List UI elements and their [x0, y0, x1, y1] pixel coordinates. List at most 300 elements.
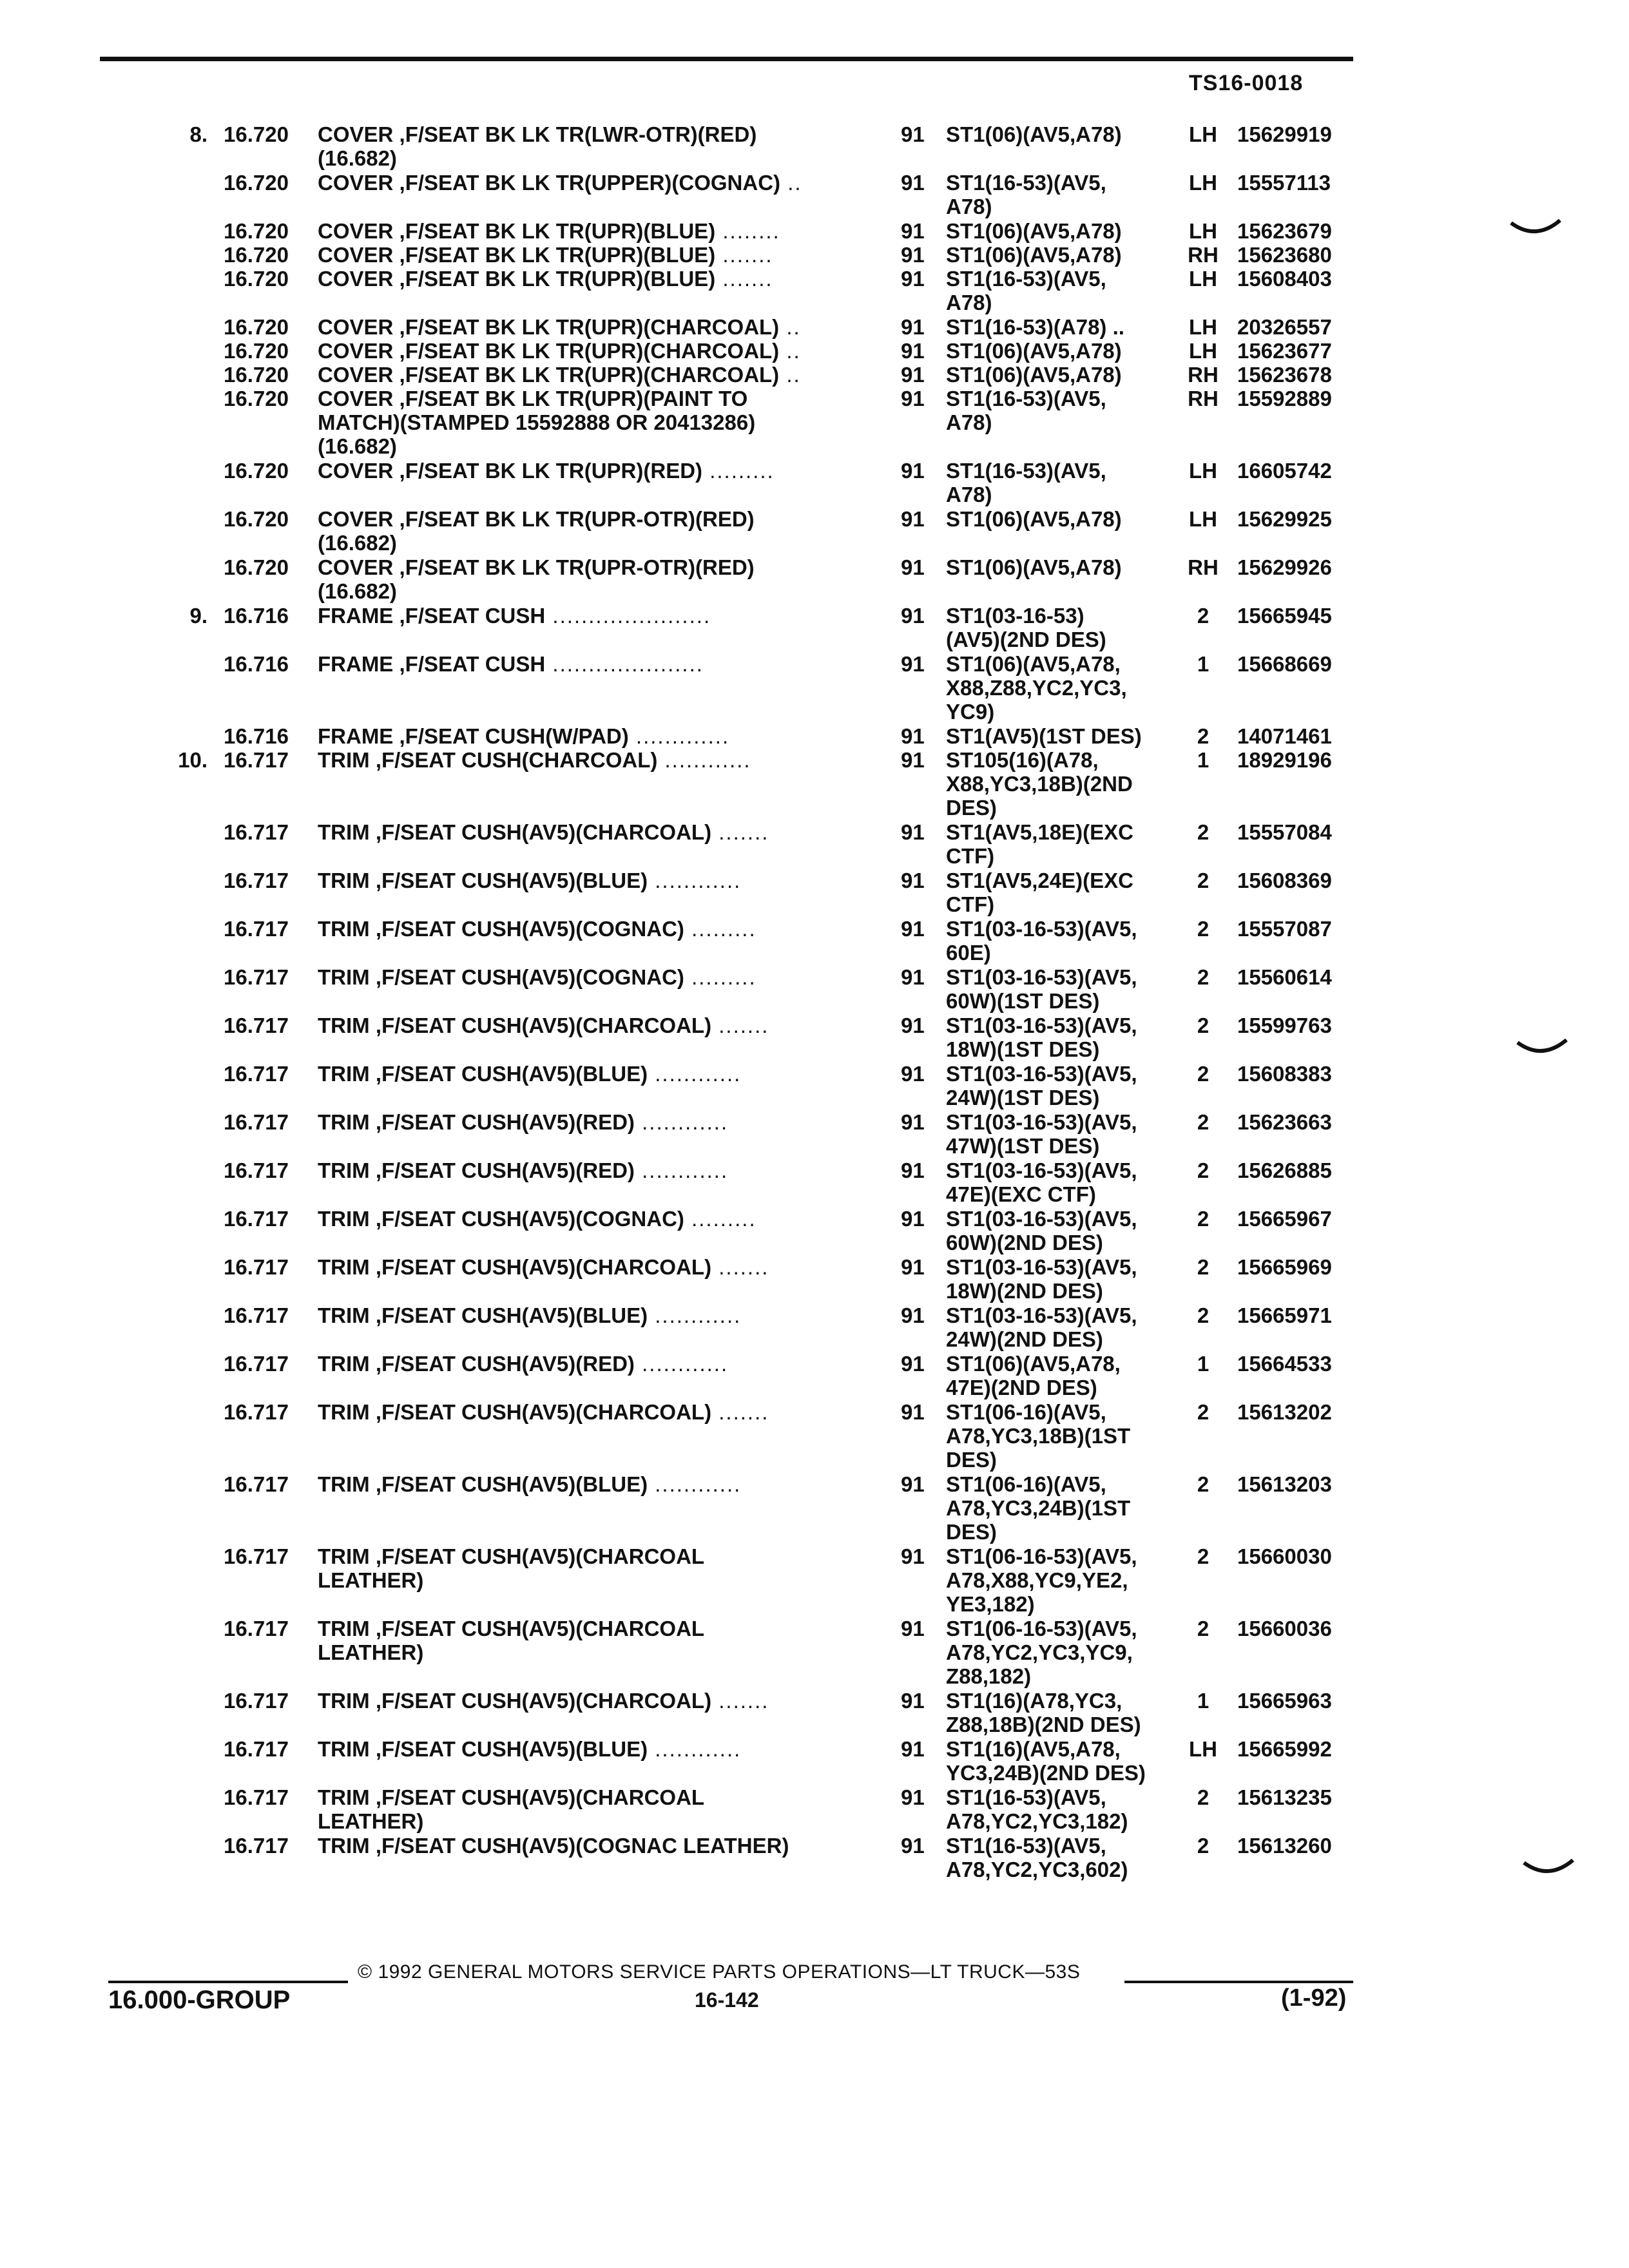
part-row: [0, 459, 1629, 507]
quantity-code: 91: [901, 1255, 925, 1279]
leader-dots: ............: [648, 1737, 742, 1761]
part-number: 15608403: [1237, 267, 1332, 291]
quantity-code: 91: [901, 459, 925, 483]
leader-dots: .......: [711, 820, 769, 844]
leader-dots: .............: [628, 724, 730, 748]
group-number: 16.717: [224, 869, 289, 892]
side-or-qty: 2: [1197, 820, 1210, 844]
usage-code: ST1(03-16-53)(AV5, 60W)(2ND DES): [946, 1207, 1137, 1254]
part-number: 15668669: [1237, 652, 1332, 676]
side-or-qty: 2: [1197, 965, 1210, 989]
part-description: [318, 1472, 862, 1496]
side-or-qty: 2: [1197, 1207, 1210, 1231]
description-text: COVER ,F/SEAT BK LK TR(UPR)(BLUE): [318, 267, 716, 291]
part-row: [0, 1689, 1629, 1737]
side-or-qty: LH: [1189, 267, 1217, 291]
side-or-qty: 2: [1197, 1255, 1210, 1279]
part-row: [0, 724, 1629, 748]
binder-mark: [1516, 1039, 1568, 1055]
part-row: [0, 1737, 1629, 1785]
side-or-qty: 2: [1197, 1303, 1210, 1327]
part-description: [318, 339, 862, 363]
leader-dots: ..: [780, 171, 802, 195]
part-description: [318, 652, 862, 676]
usage-code: ST1(16-53)(AV5, A78,YC2,YC3,182): [946, 1785, 1128, 1833]
description-text: COVER ,F/SEAT BK LK TR(LWR-OTR)(RED) (16.682): [318, 122, 757, 170]
part-description: [318, 555, 862, 603]
usage-code: ST1(16-53)(AV5, A78,YC2,YC3,602): [946, 1834, 1128, 1881]
part-row: [0, 1472, 1629, 1544]
part-number: 15623663: [1237, 1110, 1332, 1134]
quantity-code: 91: [901, 267, 925, 291]
usage-code: ST1(03-16-53)(AV5, 18W)(1ST DES): [946, 1014, 1137, 1061]
usage-code: ST1(06)(AV5,A78): [946, 507, 1122, 531]
part-description: [318, 1737, 862, 1761]
usage-code: ST1(03-16-53)(AV5, 47E)(EXC CTF): [946, 1158, 1137, 1206]
group-number: 16.717: [224, 1400, 289, 1424]
quantity-code: 91: [901, 1062, 925, 1086]
leader-dots: .........: [702, 459, 775, 483]
side-or-qty: 2: [1197, 1110, 1210, 1134]
part-description: [318, 748, 862, 772]
leader-dots: .........: [684, 1207, 757, 1231]
usage-code: ST1(03-16-53)(AV5, 60W)(1ST DES): [946, 965, 1137, 1013]
part-description: [318, 1617, 862, 1664]
side-or-qty: 2: [1197, 869, 1210, 892]
part-row: [0, 604, 1629, 652]
description-text: TRIM ,F/SEAT CUSH(AV5)(BLUE): [318, 1472, 648, 1496]
part-description: [318, 604, 862, 628]
part-description: [318, 1834, 862, 1858]
leader-dots: .......: [711, 1014, 769, 1037]
usage-code: ST1(06)(AV5,A78): [946, 555, 1122, 579]
group-number: 16.717: [224, 965, 289, 989]
parts-list: [0, 122, 1629, 1882]
description-text: TRIM ,F/SEAT CUSH(CHARCOAL): [318, 748, 658, 772]
part-number: 15629925: [1237, 507, 1332, 531]
side-or-qty: 2: [1197, 917, 1210, 941]
group-number: 16.716: [224, 604, 289, 628]
description-text: COVER ,F/SEAT BK LK TR(UPR)(RED): [318, 459, 703, 483]
part-number: 15592889: [1237, 387, 1332, 410]
description-text: FRAME ,F/SEAT CUSH: [318, 604, 546, 628]
leader-dots: ............: [634, 1110, 729, 1134]
group-number: 16.720: [224, 122, 289, 146]
usage-code: ST1(06-16-53)(AV5, A78,YC2,YC3,YC9, Z88,182): [946, 1617, 1137, 1688]
group-number: 16.717: [224, 1785, 289, 1809]
part-number: 16605742: [1237, 459, 1332, 483]
part-number: 15665971: [1237, 1303, 1332, 1327]
group-number: 16.717: [224, 1544, 289, 1568]
usage-code: ST1(06)(AV5,A78): [946, 339, 1122, 363]
part-number: 15665963: [1237, 1689, 1332, 1713]
part-number: 15599763: [1237, 1014, 1332, 1037]
part-description: [318, 1544, 862, 1592]
usage-code: ST1(03-16-53)(AV5, 60E): [946, 917, 1137, 965]
group-number: 16.717: [224, 1207, 289, 1231]
description-text: TRIM ,F/SEAT CUSH(AV5)(BLUE): [318, 1737, 648, 1761]
side-or-qty: RH: [1188, 243, 1219, 267]
usage-code: ST1(16)(AV5,A78, YC3,24B)(2ND DES): [946, 1737, 1146, 1785]
part-number: 15557087: [1237, 917, 1332, 941]
binder-mark: [1523, 1859, 1574, 1876]
quantity-code: 91: [901, 748, 925, 772]
part-description: [318, 171, 862, 195]
part-description: [318, 869, 862, 892]
leader-dots: .........: [684, 965, 757, 989]
part-number: 15560614: [1237, 965, 1332, 989]
group-number: 16.720: [224, 363, 289, 387]
part-number: 15665969: [1237, 1255, 1332, 1279]
top-rule: [100, 57, 1353, 61]
part-number: 18929196: [1237, 748, 1332, 772]
quantity-code: 91: [901, 171, 925, 195]
description-text: TRIM ,F/SEAT CUSH(AV5)(COGNAC): [318, 965, 684, 989]
leader-dots: ......................: [545, 604, 711, 628]
leader-dots: .....................: [545, 652, 704, 676]
description-text: TRIM ,F/SEAT CUSH(AV5)(RED): [318, 1158, 635, 1182]
part-row: [0, 1544, 1629, 1617]
quantity-code: 91: [901, 1110, 925, 1134]
usage-code: ST1(03-16-53)(AV5, 47W)(1ST DES): [946, 1110, 1137, 1158]
binder-mark: [1510, 219, 1561, 236]
part-number: 15613202: [1237, 1400, 1332, 1424]
group-number: 16.717: [224, 1110, 289, 1134]
group-number: 16.717: [224, 1689, 289, 1713]
part-number: 15623677: [1237, 339, 1332, 363]
usage-code: ST1(06-16)(AV5, A78,YC3,24B)(1ST DES): [946, 1472, 1131, 1544]
leader-dots: ............: [648, 1062, 742, 1086]
group-number: 16.717: [224, 1303, 289, 1327]
side-or-qty: 2: [1197, 724, 1210, 748]
side-or-qty: 1: [1197, 748, 1210, 772]
usage-code: ST105(16)(A78, X88,YC3,18B)(2ND DES): [946, 748, 1133, 820]
part-description: [318, 1689, 862, 1713]
part-description: [318, 363, 862, 387]
quantity-code: 91: [901, 652, 925, 676]
leader-dots: ..: [779, 363, 801, 387]
part-row: [0, 555, 1629, 604]
group-number: 16.720: [224, 315, 289, 339]
description-text: COVER ,F/SEAT BK LK TR(UPR-OTR)(RED) (16.682): [318, 555, 755, 603]
quantity-code: 91: [901, 1544, 925, 1568]
part-row: [0, 820, 1629, 869]
part-description: [318, 243, 862, 267]
part-description: [318, 1207, 862, 1231]
part-description: [318, 1352, 862, 1376]
footer-date: (1-92): [1281, 1984, 1347, 2012]
ref-number: 8.: [189, 122, 207, 146]
description-text: COVER ,F/SEAT BK LK TR(UPPER)(COGNAC): [318, 171, 781, 195]
part-number: 15608383: [1237, 1062, 1332, 1086]
part-number: 20326557: [1237, 315, 1332, 339]
leader-dots: .......: [711, 1689, 769, 1713]
side-or-qty: 1: [1197, 1352, 1210, 1376]
usage-code: ST1(16-53)(A78) ..: [946, 315, 1124, 339]
part-description: [318, 1303, 862, 1327]
quantity-code: 91: [901, 243, 925, 267]
usage-code: ST1(06)(AV5,A78, 47E)(2ND DES): [946, 1352, 1121, 1399]
usage-code: ST1(16-53)(AV5, A78): [946, 387, 1106, 434]
part-row: [0, 339, 1629, 363]
part-description: [318, 387, 862, 458]
part-row: [0, 219, 1629, 243]
part-row: [0, 1207, 1629, 1255]
description-text: COVER ,F/SEAT BK LK TR(UPR-OTR)(RED) (16.682): [318, 507, 755, 555]
part-row: [0, 748, 1629, 820]
quantity-code: 91: [901, 869, 925, 892]
group-number: 16.720: [224, 507, 289, 531]
leader-dots: ........: [715, 219, 780, 243]
description-text: COVER ,F/SEAT BK LK TR(UPR)(BLUE): [318, 243, 716, 267]
group-number: 16.717: [224, 1472, 289, 1496]
side-or-qty: LH: [1189, 122, 1217, 146]
description-text: TRIM ,F/SEAT CUSH(AV5)(BLUE): [318, 1303, 648, 1327]
group-number: 16.717: [224, 820, 289, 844]
usage-code: ST1(16-53)(AV5, A78): [946, 267, 1106, 314]
side-or-qty: 2: [1197, 1158, 1210, 1182]
part-description: [318, 820, 862, 844]
quantity-code: 91: [901, 1472, 925, 1496]
footer-group: 16.000-GROUP: [108, 1986, 291, 2014]
group-number: 16.720: [224, 555, 289, 579]
leader-dots: ............: [634, 1352, 729, 1376]
footer-rule-left: [108, 1981, 348, 1983]
part-row: [0, 1785, 1629, 1834]
group-number: 16.720: [224, 387, 289, 410]
part-number: 14071461: [1237, 724, 1332, 748]
part-row: [0, 1062, 1629, 1110]
leader-dots: ............: [648, 869, 742, 892]
part-description: [318, 965, 862, 989]
description-text: TRIM ,F/SEAT CUSH(AV5)(CHARCOAL): [318, 1014, 712, 1037]
side-or-qty: 1: [1197, 1689, 1210, 1713]
part-row: [0, 122, 1629, 171]
group-number: 16.717: [224, 1014, 289, 1037]
part-description: [318, 459, 862, 483]
usage-code: ST1(03-16-53) (AV5)(2ND DES): [946, 604, 1106, 651]
part-description: [318, 724, 862, 748]
part-description: [318, 1062, 862, 1086]
quantity-code: 91: [901, 1352, 925, 1376]
leader-dots: .......: [715, 243, 773, 267]
footer-rule-right: [1124, 1981, 1353, 1983]
ref-number: 10.: [178, 748, 207, 772]
group-number: 16.720: [224, 171, 289, 195]
quantity-code: 91: [901, 1400, 925, 1424]
part-row: [0, 1834, 1629, 1882]
part-row: [0, 1400, 1629, 1472]
part-row: [0, 1617, 1629, 1689]
quantity-code: 91: [901, 1303, 925, 1327]
part-description: [318, 122, 862, 170]
group-number: 16.720: [224, 219, 289, 243]
leader-dots: ............: [648, 1303, 742, 1327]
description-text: TRIM ,F/SEAT CUSH(AV5)(BLUE): [318, 869, 648, 892]
usage-code: ST1(06)(AV5,A78): [946, 219, 1122, 243]
part-description: [318, 315, 862, 339]
description-text: TRIM ,F/SEAT CUSH(AV5)(CHARCOAL): [318, 1400, 712, 1424]
usage-code: ST1(AV5,24E)(EXC CTF): [946, 869, 1133, 916]
usage-code: ST1(06-16-53)(AV5, A78,X88,YC9,YE2, YE3,182): [946, 1544, 1137, 1616]
quantity-code: 91: [901, 1014, 925, 1037]
group-number: 16.717: [224, 1737, 289, 1761]
document-code: TS16-0018: [1189, 71, 1304, 95]
usage-code: ST1(06)(AV5,A78, X88,Z88,YC2,YC3, YC9): [946, 652, 1127, 724]
part-row: [0, 363, 1629, 387]
part-description: [318, 219, 862, 243]
side-or-qty: 2: [1197, 1472, 1210, 1496]
quantity-code: 91: [901, 507, 925, 531]
part-number: 15626885: [1237, 1158, 1332, 1182]
side-or-qty: 2: [1197, 1785, 1210, 1809]
quantity-code: 91: [901, 1158, 925, 1182]
group-number: 16.717: [224, 1255, 289, 1279]
quantity-code: 91: [901, 122, 925, 146]
leader-dots: ..: [779, 315, 801, 339]
usage-code: ST1(03-16-53)(AV5, 18W)(2ND DES): [946, 1255, 1137, 1303]
part-number: 15613235: [1237, 1785, 1332, 1809]
description-text: TRIM ,F/SEAT CUSH(AV5)(CHARCOAL LEATHER): [318, 1617, 705, 1664]
description-text: TRIM ,F/SEAT CUSH(AV5)(COGNAC): [318, 917, 684, 941]
quantity-code: 91: [901, 219, 925, 243]
side-or-qty: LH: [1189, 507, 1217, 531]
quantity-code: 91: [901, 604, 925, 628]
description-text: FRAME ,F/SEAT CUSH: [318, 652, 546, 676]
footer-page-number: 16-142: [695, 1988, 759, 2012]
leader-dots: ............: [657, 748, 751, 772]
side-or-qty: RH: [1188, 555, 1219, 579]
side-or-qty: LH: [1189, 459, 1217, 483]
ref-number: 9.: [189, 604, 207, 628]
quantity-code: 91: [901, 339, 925, 363]
description-text: COVER ,F/SEAT BK LK TR(UPR)(CHARCOAL): [318, 363, 780, 387]
quantity-code: 91: [901, 1834, 925, 1858]
description-text: TRIM ,F/SEAT CUSH(AV5)(COGNAC LEATHER): [318, 1834, 789, 1858]
part-number: 15613260: [1237, 1834, 1332, 1858]
side-or-qty: 2: [1197, 1014, 1210, 1037]
part-number: 15623680: [1237, 243, 1332, 267]
part-row: [0, 652, 1629, 724]
part-description: [318, 1785, 862, 1833]
group-number: 16.720: [224, 243, 289, 267]
leader-dots: ............: [634, 1158, 729, 1182]
quantity-code: 91: [901, 1689, 925, 1713]
quantity-code: 91: [901, 724, 925, 748]
description-text: TRIM ,F/SEAT CUSH(AV5)(CHARCOAL): [318, 820, 712, 844]
part-description: [318, 507, 862, 555]
group-number: 16.720: [224, 459, 289, 483]
part-row: [0, 243, 1629, 267]
part-number: 15629919: [1237, 122, 1332, 146]
quantity-code: 91: [901, 917, 925, 941]
usage-code: ST1(16-53)(AV5, A78): [946, 459, 1106, 506]
part-row: [0, 1158, 1629, 1207]
usage-code: ST1(06-16)(AV5, A78,YC3,18B)(1ST DES): [946, 1400, 1131, 1472]
side-or-qty: 2: [1197, 1544, 1210, 1568]
part-row: [0, 1303, 1629, 1352]
part-description: [318, 1400, 862, 1424]
leader-dots: .......: [711, 1255, 769, 1279]
side-or-qty: 2: [1197, 1617, 1210, 1640]
usage-code: ST1(06)(AV5,A78): [946, 363, 1122, 387]
part-row: [0, 267, 1629, 315]
usage-code: ST1(AV5)(1ST DES): [946, 724, 1142, 748]
part-number: 15613203: [1237, 1472, 1332, 1496]
description-text: COVER ,F/SEAT BK LK TR(UPR)(PAINT TO MATCH)(STAMPED 15592888 OR 20413286) (16.682): [318, 387, 756, 458]
quantity-code: 91: [901, 387, 925, 410]
side-or-qty: LH: [1189, 219, 1217, 243]
side-or-qty: 2: [1197, 1834, 1210, 1858]
side-or-qty: 2: [1197, 604, 1210, 628]
description-text: TRIM ,F/SEAT CUSH(AV5)(RED): [318, 1352, 635, 1376]
part-row: [0, 507, 1629, 555]
usage-code: ST1(06)(AV5,A78): [946, 243, 1122, 267]
group-number: 16.720: [224, 267, 289, 291]
leader-dots: ..: [779, 339, 801, 363]
side-or-qty: LH: [1189, 1737, 1217, 1761]
description-text: TRIM ,F/SEAT CUSH(AV5)(CHARCOAL LEATHER): [318, 1544, 705, 1592]
side-or-qty: RH: [1188, 387, 1219, 410]
description-text: TRIM ,F/SEAT CUSH(AV5)(CHARCOAL): [318, 1689, 712, 1713]
description-text: TRIM ,F/SEAT CUSH(AV5)(CHARCOAL): [318, 1255, 712, 1279]
side-or-qty: LH: [1189, 339, 1217, 363]
part-number: 15660036: [1237, 1617, 1332, 1640]
leader-dots: .......: [711, 1400, 769, 1424]
usage-code: ST1(03-16-53)(AV5, 24W)(2ND DES): [946, 1303, 1137, 1351]
part-row: [0, 171, 1629, 219]
part-row: [0, 1014, 1629, 1062]
part-number: 15623679: [1237, 219, 1332, 243]
quantity-code: 91: [901, 1617, 925, 1640]
quantity-code: 91: [901, 1207, 925, 1231]
part-row: [0, 1352, 1629, 1400]
leader-dots: .........: [684, 917, 757, 941]
description-text: COVER ,F/SEAT BK LK TR(UPR)(CHARCOAL): [318, 339, 780, 363]
part-description: [318, 267, 862, 291]
group-number: 16.720: [224, 339, 289, 363]
group-number: 16.717: [224, 1617, 289, 1640]
quantity-code: 91: [901, 965, 925, 989]
side-or-qty: 2: [1197, 1400, 1210, 1424]
side-or-qty: LH: [1189, 315, 1217, 339]
part-row: [0, 1255, 1629, 1303]
group-number: 16.717: [224, 748, 289, 772]
part-number: 15665992: [1237, 1737, 1332, 1761]
quantity-code: 91: [901, 1737, 925, 1761]
part-number: 15665945: [1237, 604, 1332, 628]
part-row: [0, 965, 1629, 1014]
usage-code: ST1(16-53)(AV5, A78): [946, 171, 1106, 218]
quantity-code: 91: [901, 1785, 925, 1809]
usage-code: ST1(AV5,18E)(EXC CTF): [946, 820, 1133, 868]
part-number: 15623678: [1237, 363, 1332, 387]
part-row: [0, 315, 1629, 339]
part-number: 15557113: [1237, 171, 1331, 195]
side-or-qty: 1: [1197, 652, 1210, 676]
group-number: 16.717: [224, 917, 289, 941]
quantity-code: 91: [901, 820, 925, 844]
group-number: 16.717: [224, 1834, 289, 1858]
group-number: 16.717: [224, 1352, 289, 1376]
part-number: 15608369: [1237, 869, 1332, 892]
part-description: [318, 1110, 862, 1134]
part-row: [0, 869, 1629, 917]
description-text: FRAME ,F/SEAT CUSH(W/PAD): [318, 724, 629, 748]
part-description: [318, 1158, 862, 1182]
part-number: 15665967: [1237, 1207, 1332, 1231]
part-description: [318, 1014, 862, 1037]
